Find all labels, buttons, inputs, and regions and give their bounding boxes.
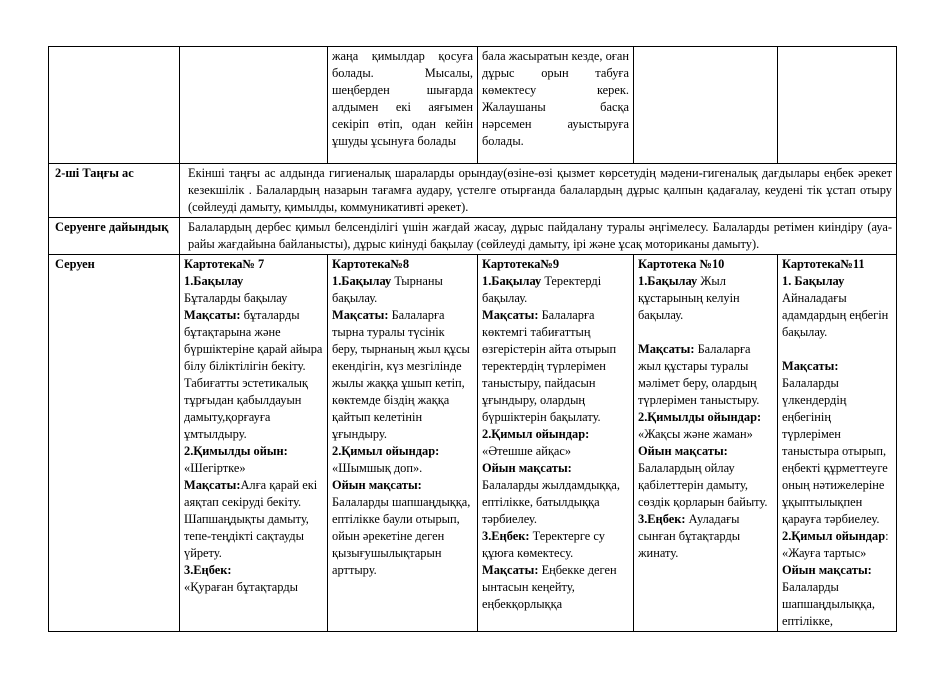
walk-row	[49, 255, 897, 632]
card-title: Картотека №10	[638, 257, 725, 271]
goal-text: Балаларға көктемгі табиғаттың өзгерістерін айта отырып теректердің түрлерімен таныстыру, пайдасын ұғындыру, олардың бүршіктерін бақылату.	[482, 308, 617, 424]
goal-label: Мақсаты:	[638, 342, 695, 356]
row-header-walk-prep: Серуенге дайындық	[49, 218, 180, 255]
game-label: 2.Қимыл ойындар:	[332, 444, 440, 458]
card-title: Картотека№ 7	[184, 257, 265, 271]
goal-label: Мақсаты:	[332, 308, 389, 322]
obs-text: Бұталарды бақылау	[184, 291, 288, 305]
obs-label: 1.Бақылау	[184, 274, 244, 288]
row1-empty-1	[49, 47, 180, 164]
goal-text: Балаларды үлкендердің еңбегінің түрлерімен таныстыра отырып, еңбекті құрметтеуге оның нәтижелеріне ұқыптылықпен қарауға тәрбиелеу.	[782, 376, 888, 526]
work-label: 3.Еңбек:	[184, 563, 232, 577]
card-7	[180, 255, 328, 632]
row1-cell-3: жаңа қимылдар қосуға болады. Мысалы, шеңберден шығарда алдымен екі аяғымен секіріп өтіп, одан кейін ұшуды ұсынуға болады	[328, 47, 478, 164]
obs-label: 1.Бақылау	[332, 274, 392, 288]
work-text: «Қураған бұтақтарды	[184, 580, 298, 594]
obs-label: 1. Бақылау	[782, 274, 845, 288]
game-goal-label: Ойын мақсаты:	[332, 478, 422, 492]
row1-empty-2	[180, 47, 328, 164]
game-label: 2.Қимыл ойындар	[782, 529, 886, 543]
game-goal-label: Ойын мақсаты:	[782, 563, 872, 577]
card-11	[778, 255, 897, 632]
game-text: «Жауға тартыс»	[782, 546, 867, 560]
game-goal-label: Ойын мақсаты:	[638, 444, 728, 458]
goal-text: бұталарды бұтақтарына және бүршіктеріне қарай айыра білу біліктілігін бекіту. Табиғатты эстетикалық тұрғыдан қабылдауын дамыту,қорғауға ұмтылдыру.	[184, 308, 323, 441]
card-title: Картотека№11	[782, 257, 865, 271]
card-title: Картотека№9	[482, 257, 560, 271]
walk-prep-text: Балалардың дербес қимыл белсенділігі үшін жағдай жасау, дұрыс пайдалану туралы әңгімелесу. Балаларды ретімен киіндіру (ауа-райы жағдайына байланысты), дұрыс киінуді бақылау (сөйлеуді дамыту, ірі және ұсақ моториканы дамыту).	[180, 218, 897, 255]
plan-table	[48, 46, 897, 632]
work-text: Теректерге су құюға көмектесу.	[482, 529, 605, 560]
row-header-walk: Серуен	[49, 255, 180, 632]
obs-label: 1.Бақылау	[482, 274, 542, 288]
game-goal-label: Ойын мақсаты:	[482, 461, 572, 475]
game-text: «Шымшық доп».	[332, 461, 423, 475]
second-breakfast-text: Екінші таңғы ас алдында гигиеналық шараларды орындау(өзіне-өзі қызмет көрсетудің мәдени-гигеналық дағдылары еңбек әрекет кезекшілік . Балалардың назарын тағамға аудару, үстелге отырғанда балалардың дұрыс қалпын қадағалау, кеудені тік ұстап отыру (сөйлеуді дамыту, қимылды, коммуникативті әрекет).	[180, 164, 897, 218]
second-breakfast-row	[49, 164, 897, 218]
continuation-row	[49, 47, 897, 164]
goal-text: Балаларға жыл құстары туралы мәлімет беру, олардың түрлерімен таныстыру.	[638, 342, 760, 407]
game-goal-text: Балаларды шапшаңдыққа, ептілікке баули отырып, ойын әрекетіне деген қызығушылықтарын арттыру.	[332, 495, 471, 577]
work-label: 3.Еңбек:	[482, 529, 530, 543]
goal-text: Балаларға тырна туралы түсінік беру, тырнаның жыл құсы екендігін, күз мезгілінде жылы жаққа ұшып кетіп, көктемде біздің жаққа қайтып келетінін ұғындыру.	[332, 308, 470, 441]
obs-text: Тырнаны бақылау.	[332, 274, 443, 305]
obs-text: Айналадағы адамдардың еңбегін бақылау.	[782, 291, 889, 339]
card-title: Картотека№8	[332, 257, 410, 271]
work-text: Ауладағы сынған бұтақтарды жинату.	[638, 512, 741, 560]
game-label-colon: :	[885, 529, 889, 543]
game-label: 2.Қимылды ойындар:	[638, 410, 762, 424]
game-text: «Әтешше айқас»	[482, 444, 572, 458]
game-goal-text: Балалардың ойлау қабілеттерін дамыту, сөздік қорларын байыту.	[638, 461, 768, 509]
game-label: 2.Қимылды ойын:	[184, 444, 288, 458]
card-9	[478, 255, 634, 632]
row-header-second-breakfast: 2-ші Таңғы ас	[49, 164, 180, 218]
game-goal-text: Алға қарай екі аяқтап секіруді бекіту. Шапшаңдықты дамыту, тепе-теңдікті сақтауды үйрету.	[184, 478, 318, 560]
obs-text: Жыл құстарының келуін бақылау.	[638, 274, 740, 322]
goal-label: Мақсаты:	[782, 359, 839, 373]
row1-empty-5	[634, 47, 778, 164]
obs-label: 1.Бақылау	[638, 274, 698, 288]
game-goal-text: Балаларды шапшаңдылыққа, ептілікке,	[782, 580, 875, 628]
goal-label: Мақсаты:	[184, 308, 241, 322]
goal-label: Мақсаты:	[482, 308, 539, 322]
row1-empty-6	[778, 47, 897, 164]
game-text: «Шегіртке»	[184, 461, 246, 475]
obs-text: Теректерді бақылау.	[482, 274, 602, 305]
row1-cell-4: бала жасыратын кезде, оған дұрыс орын табуға көмектесу керек. Жалаушаны басқа нәрсемен ауыстыруға болады.	[478, 47, 634, 164]
card-10	[634, 255, 778, 632]
work-label: 3.Еңбек:	[638, 512, 686, 526]
work-goal-text: Еңбекке деген ынтасын кеңейту, еңбекқорлыққа	[482, 563, 617, 611]
work-goal-label: Мақсаты:	[482, 563, 539, 577]
card-8	[328, 255, 478, 632]
game-text: «Жақсы және жаман»	[638, 427, 753, 441]
game-label: 2.Қимыл ойындар:	[482, 427, 590, 441]
game-goal-text: Балаларды жылдамдыққа, ептілікке, батылдыққа тәрбиелеу.	[482, 478, 620, 526]
walk-prep-row	[49, 218, 897, 255]
game-goal-label: Мақсаты:	[184, 478, 241, 492]
